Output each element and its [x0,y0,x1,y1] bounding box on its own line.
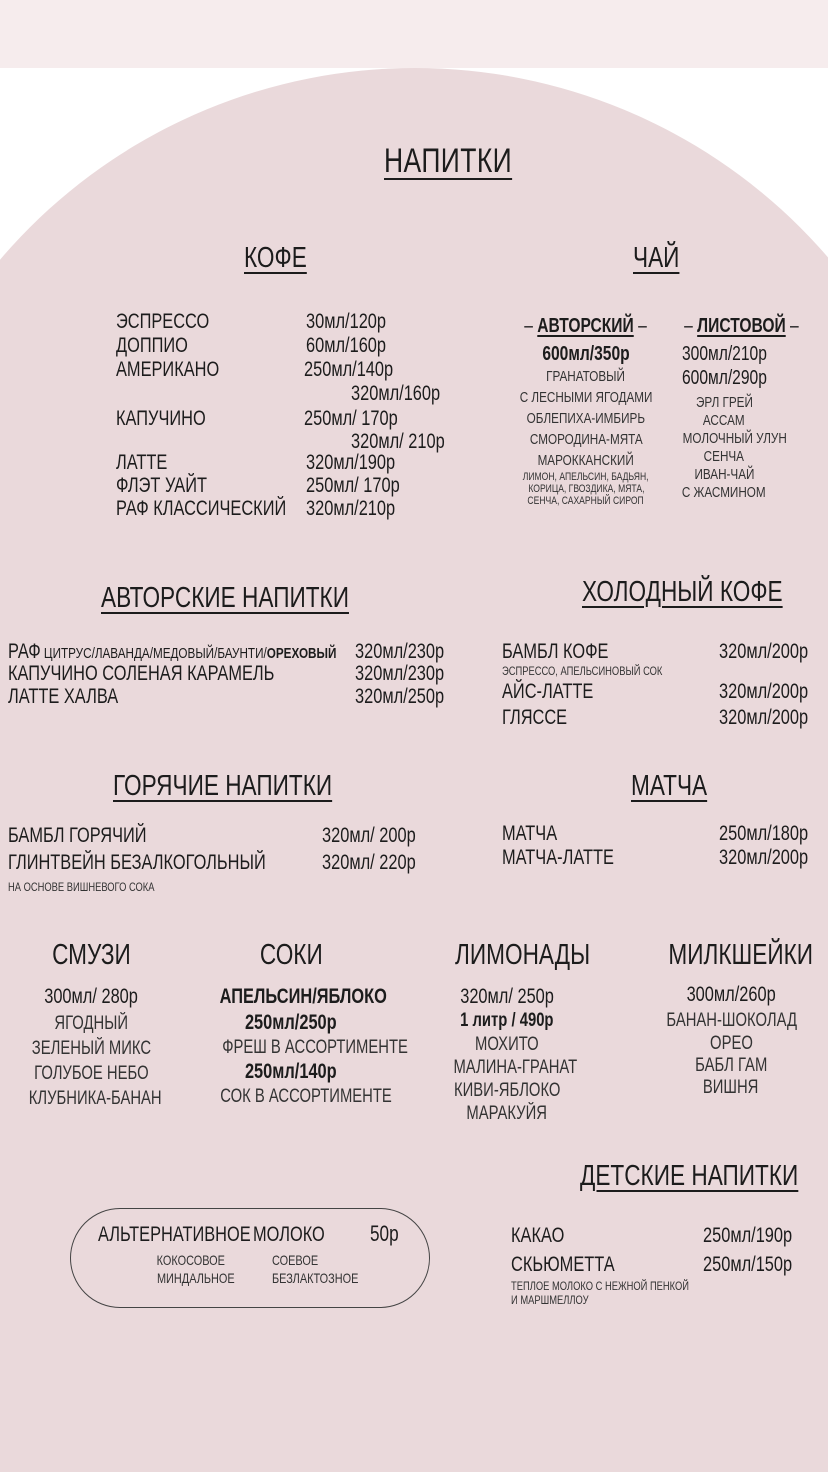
alt-milk-price: 50р [370,1221,399,1246]
alt-milk-label: АЛЬТЕРНАТИВНОЕ [98,1223,251,1246]
tea-item: СЕНЧА [703,448,745,465]
kids-title: ДЕТСКИЕ НАПИТКИ [580,1160,799,1192]
cold-coffee-price: 320мл/200р [719,680,809,703]
lemonade-item: МОХИТО [475,1034,539,1055]
coffee-title: КОФЕ [244,242,307,274]
coffee-item-price-2: 320мл/160р [351,382,441,405]
tea-author-price: 600мл/350р [542,343,630,365]
smoothie-price: 300мл/ 280р [44,985,138,1008]
author-drink-name: ЛАТТЕ ХАЛВА [8,685,119,708]
coffee-item-price-2: 320мл/ 210р [351,430,445,453]
author-drink-price: 320мл/250р [355,685,445,708]
tea-leaf-price: 300мл/210р [681,343,767,365]
matcha-name: МАТЧА [502,822,558,845]
hot-drink-price: 320мл/ 200р [322,824,416,847]
lemonades-title: ЛИМОНАДЫ [455,939,591,971]
author-drink-flavor-tail: ОРЕХОВЫЙ [266,645,337,662]
milkshake-item: БАНАН-ШОКОЛАД [666,1010,798,1031]
author-drinks-title: АВТОРСКИЕ НАПИТКИ [101,582,349,614]
tea-leaf-dash-right: – [790,315,799,337]
top-band [0,0,828,68]
tea-author-title: АВТОРСКИЙ [537,315,635,337]
kids-item-name: СКЬЮМЕТТА [511,1253,615,1276]
milkshake-item: БАБЛ ГАМ [694,1055,768,1076]
juices-column [196,938,408,1110]
coffee-item-price: 320мл/190р [306,451,396,474]
tea-leaf-price: 600мл/290р [681,367,767,389]
cold-coffee-price: 320мл/200р [719,706,809,729]
tea-item: МОЛОЧНЫЙ УЛУН [682,430,787,447]
tea-leaf-dash-left: – [684,315,693,337]
juice-line: 250мл/140р [245,1060,337,1083]
hot-drink-price: 320мл/ 220р [322,851,416,874]
smoothie-title: СМУЗИ [51,939,131,971]
coffee-item-name: ФЛЭТ УАЙТ [116,474,208,497]
tea-leaf-title: ЛИСТОВОЙ [697,315,786,337]
juice-line: СОК В АССОРТИМЕНТЕ [220,1086,392,1107]
alt-milk-types [272,1251,383,1287]
kids-item-note: И МАРШМЕЛЛОУ [511,1293,589,1307]
tea-author-dash-left: – [524,315,534,337]
juice-line: АПЕЛЬСИН/ЯБЛОКО [219,985,387,1008]
milkshake-price: 300мл/260р [686,983,776,1006]
coffee-item-price: 30мл/120р [306,310,387,333]
milkshake-item: ОРЕО [709,1033,753,1054]
coffee-item-price: 250мл/ 170р [304,407,398,430]
cold-coffee-name: ГЛЯССЕ [502,706,568,729]
coffee-item-name: КАПУЧИНО [116,407,206,430]
kids-item-name: КАКАО [511,1224,565,1247]
lemonade-price: 320мл/ 250р [460,985,554,1008]
author-drink-price: 320мл/230р [355,640,445,663]
tea-item: С ЖАСМИНОМ [682,484,766,501]
coffee-item-price: 250мл/ 170р [306,474,400,497]
lemonade-price: 1 литр / 490р [460,1010,554,1031]
coffee-item-price: 250мл/140р [304,358,394,381]
tea-item-note: ЛИМОН, АПЕЛЬСИН, БАДЬЯН, [523,471,649,483]
tea-item: МАРОККАНСКИЙ [537,452,635,469]
hot-drink-note: НА ОСНОВЕ ВИШНЕВОГО СОКА [8,880,155,894]
tea-item: ОБЛЕПИХА-ИМБИРЬ [526,410,646,427]
juices-title: СОКИ [259,939,323,971]
smoothie-item: ЯГОДНЫЙ [54,1013,128,1034]
coffee-item-price: 320мл/210р [306,497,396,520]
matcha-name: МАТЧА-ЛАТТЕ [502,846,614,869]
smoothie-column [10,938,172,1111]
smoothie-item: ГОЛУБОЕ НЕБО [33,1063,149,1084]
author-drink-price: 320мл/230р [355,662,445,685]
milkshakes-column [648,938,814,1099]
page-title: НАПИТКИ [384,142,513,180]
tea-author-dash-right: – [638,315,648,337]
tea-item-note: СЕНЧА, САХАРНЫЙ СИРОП [527,495,645,507]
lemonade-item: МАРАКУЙЯ [466,1103,548,1124]
tea-item: АССАМ [703,412,745,429]
cold-coffee-note: ЭСПРЕССО, АПЕЛЬСИНОВЫЙ СОК [502,664,663,678]
lemonade-item: МАЛИНА-ГРАНАТ [453,1057,578,1078]
coffee-item-name: РАФ КЛАССИЧЕСКИЙ [116,497,287,520]
author-drink-name: КАПУЧИНО СОЛЕНАЯ КАРАМЕЛЬ [8,662,275,685]
kids-item-price: 250мл/150р [703,1253,793,1276]
hot-drink-name: БАМБЛ ГОРЯЧИЙ [8,824,147,847]
alt-milk-type: БЕЗЛАКТОЗНОЕ [272,1270,359,1286]
cold-coffee-title: ХОЛОДНЫЙ КОФЕ [582,576,783,608]
milkshake-item: ВИШНЯ [703,1077,759,1098]
alt-milk-label: МОЛОКО [253,1223,325,1246]
alt-milk-type: СОЕВОЕ [272,1252,319,1268]
tea-leaf-column [668,314,799,502]
tea-author-column [500,314,672,507]
cold-coffee-name: БАМБЛ КОФЕ [502,640,609,663]
kids-item-note: ТЕПЛОЕ МОЛОКО С НЕЖНОЙ ПЕНКОЙ [511,1279,690,1293]
tea-item: СМОРОДИНА-МЯТА [529,431,643,448]
author-drink-name-main: РАФ [8,640,41,663]
alt-milk-types [146,1251,236,1287]
coffee-item-name: ЛАТТЕ [116,451,168,474]
matcha-price: 250мл/180р [719,822,809,845]
hot-drinks-title: ГОРЯЧИЕ НАПИТКИ [113,770,333,802]
cold-coffee-price: 320мл/200р [719,640,809,663]
coffee-item-name: АМЕРИКАНО [116,358,220,381]
coffee-item-name: ДОППИО [116,334,188,357]
smoothie-item: ЗЕЛЕНЫЙ МИКС [31,1038,151,1059]
tea-item: С ЛЕСНЫМИ ЯГОДАМИ [519,389,653,406]
coffee-item-name: ЭСПРЕССО [116,310,210,333]
hot-drink-name: ГЛИНТВЕЙН БЕЗАЛКОГОЛЬНЫЙ [8,851,266,874]
alt-milk-type: КОКОСОВОЕ [156,1252,226,1268]
tea-item: ЭРЛ ГРЕЙ [695,394,753,411]
lemonades-column [436,938,591,1125]
cold-coffee-name: АЙС-ЛАТТЕ [502,680,594,703]
milkshakes-title: МИЛКШЕЙКИ [668,939,814,971]
matcha-title: МАТЧА [631,770,708,802]
tea-item: ГРАНАТОВЫЙ [546,368,626,385]
juice-line: 250мл/250р [245,1011,337,1034]
smoothie-item: КЛУБНИКА-БАНАН [28,1088,162,1109]
tea-item: ИВАН-ЧАЙ [694,466,754,483]
lemonade-item: КИВИ-ЯБЛОКО [453,1080,561,1101]
alt-milk-type: МИНДАЛЬНОЕ [156,1270,235,1286]
coffee-item-price: 60мл/160р [306,334,387,357]
kids-item-price: 250мл/190р [703,1224,793,1247]
tea-title: ЧАЙ [633,242,680,274]
tea-item-note: КОРИЦА, ГВОЗДИКА, МЯТА, [527,483,645,495]
author-drink-flavors: ЦИТРУС/ЛАВАНДА/МЕДОВЫЙ/БАУНТИ/ [40,645,267,662]
juice-line: ФРЕШ В АССОРТИМЕНТЕ [222,1037,408,1058]
matcha-price: 320мл/200р [719,846,809,869]
